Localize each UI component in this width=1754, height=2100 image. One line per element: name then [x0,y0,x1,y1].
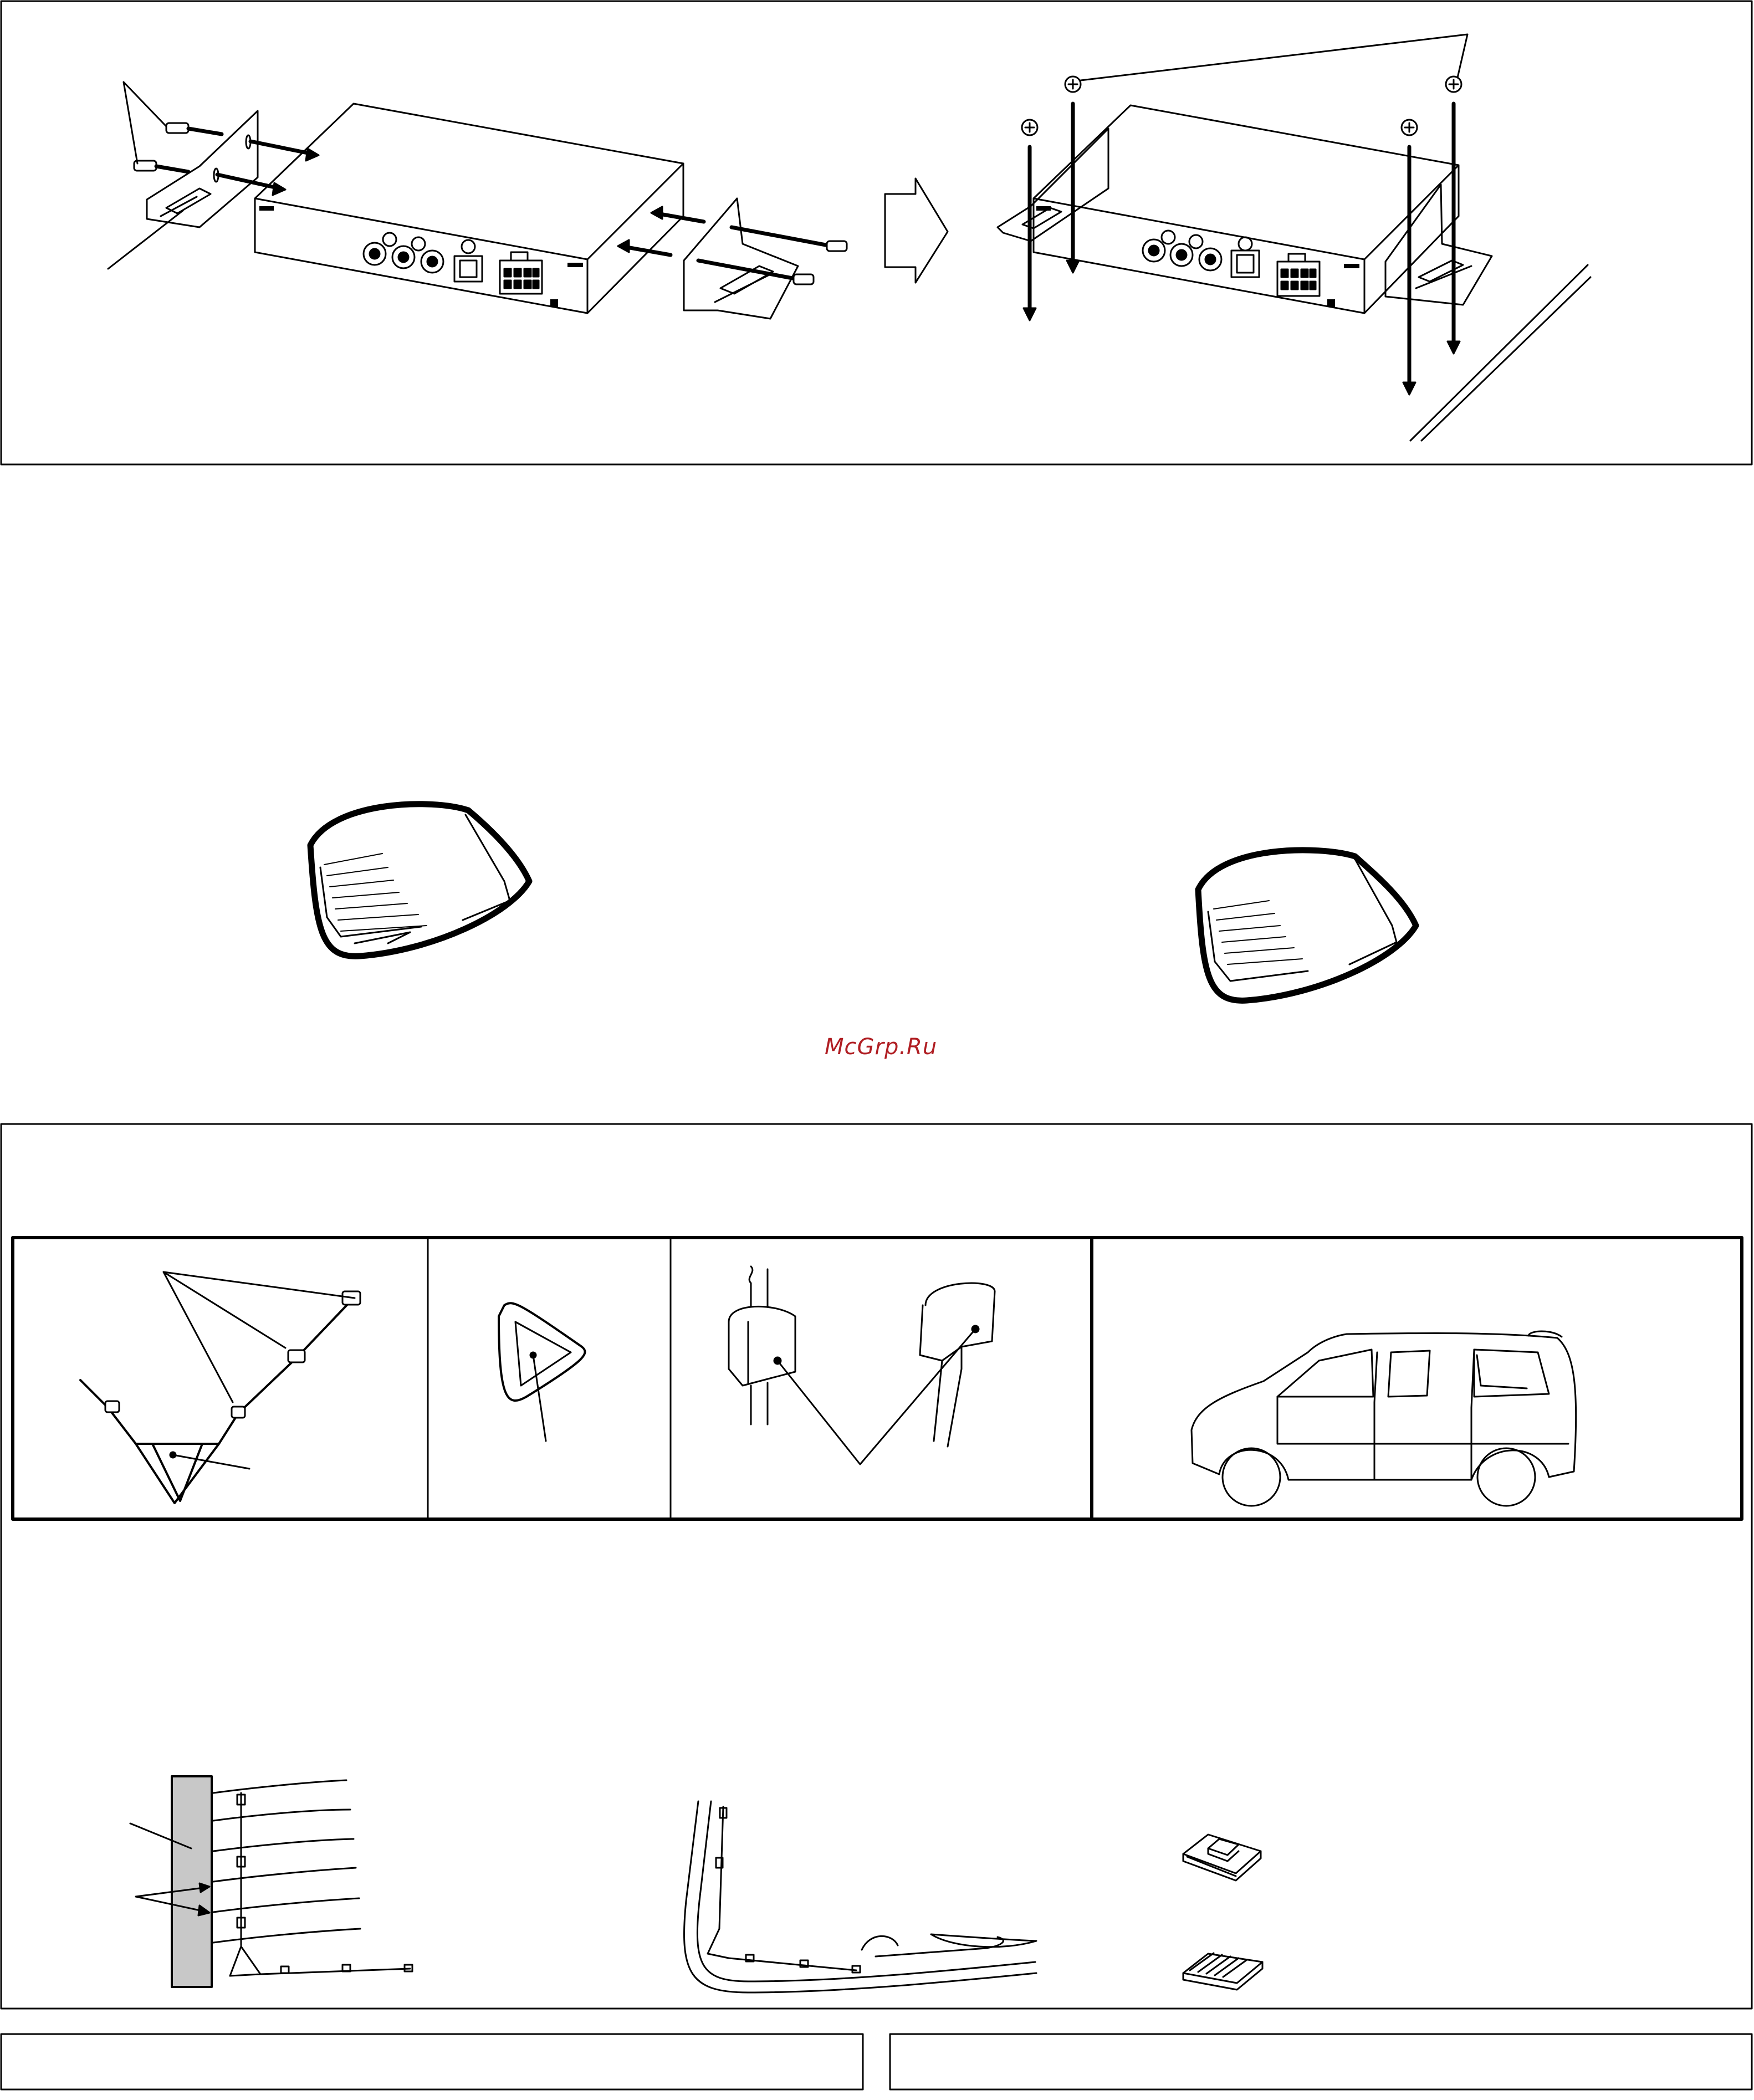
antenna-connectors-figure [729,1266,995,1464]
rca-jacks [364,233,475,273]
rear-window-right [1198,850,1416,1000]
parts-strip-frame [13,1238,1742,1519]
pillar-routing-figure [130,1776,412,1987]
sequence-arrow [885,178,948,283]
left-screws [108,82,319,269]
window-corner-figure [684,1801,1036,1992]
tapping-screws [1022,34,1467,395]
mounting-figure-before [108,82,847,319]
right-screws [618,207,847,284]
film-antenna-figure [80,1272,360,1503]
power-connector [500,252,542,294]
tuner-unit-front [255,198,587,313]
cleaning-kit-figure [1183,1835,1262,1990]
tuner-unit-side [587,163,683,313]
rear-window-left [310,804,529,957]
minivan-figure [1192,1331,1576,1506]
mounting-figure-after [998,34,1591,441]
mounting-surface-edge [1410,265,1588,441]
watermark-text: McGrp.Ru [825,1034,938,1060]
right-bracket [684,198,798,319]
tuner-unit-top [255,104,683,259]
footer-box-right [890,2034,1752,2089]
footer-box-left [1,2034,863,2089]
antenna-triangle-figure [499,1303,585,1441]
power-connector-after [1277,254,1320,296]
mounting-panel-frame [1,1,1752,464]
